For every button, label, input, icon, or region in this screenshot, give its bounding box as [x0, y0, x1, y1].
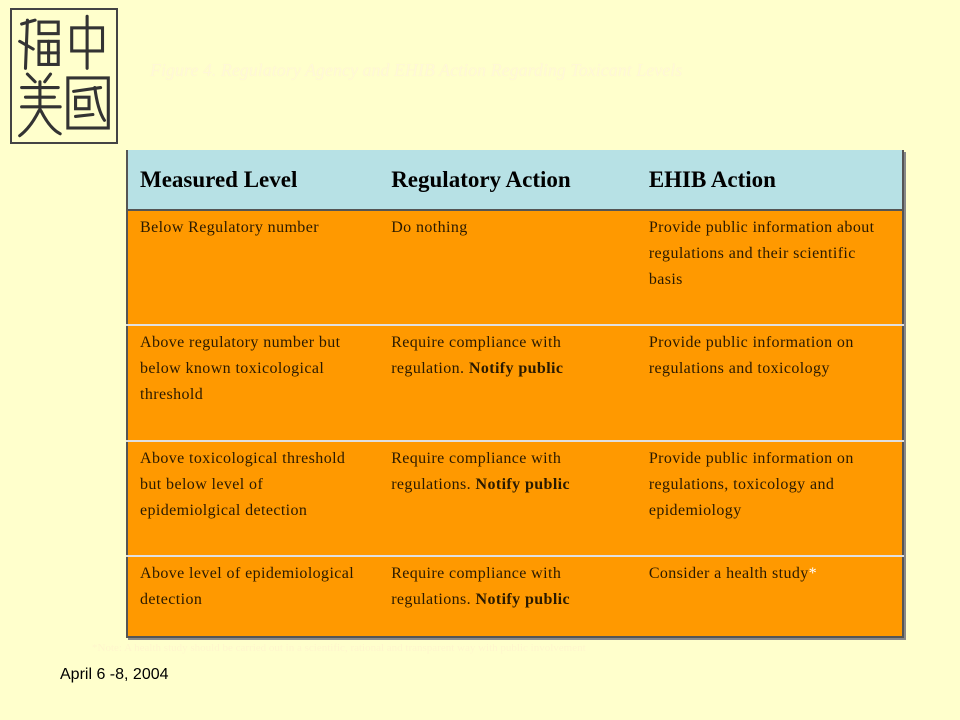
measured-level-cell: Above level of epidemiological detection — [127, 556, 379, 637]
ehib-action-cell — [637, 556, 903, 637]
regulatory-action-cell — [379, 210, 637, 325]
table-row — [127, 325, 903, 440]
measured-level-cell: Above regulatory number but below known toxicological threshold — [127, 325, 379, 440]
notify-public-text: Notify public — [468, 360, 564, 378]
table-row — [127, 441, 903, 556]
slide-date: April 6 -8, 2004 — [60, 666, 169, 683]
logo-seal — [10, 8, 118, 144]
table-header-row — [127, 150, 903, 210]
ehib-action-text: Provide public information on regulations, toxicology and epidemiology — [648, 449, 854, 519]
footnote: *Note: A health study should be carried out in a scientific, rational and transparent way with public involvement — [92, 642, 586, 654]
measured-level-cell: Above toxicological threshold but below level of epidemiolgical detection — [127, 441, 379, 556]
regulatory-action-cell — [379, 556, 637, 637]
ehib-action-text: Consider a health study — [648, 564, 809, 582]
table-row — [127, 556, 903, 637]
regulatory-action-text: Require compliance with regulations. — [391, 564, 562, 608]
notify-public-text: Notify public — [475, 590, 571, 608]
seal-calligraphy-icon — [12, 10, 116, 142]
regulatory-action-text: Do nothing — [391, 219, 468, 236]
action-table — [126, 150, 904, 638]
regulatory-action-cell — [379, 325, 637, 440]
measured-level-cell: Below Regulatory number — [127, 210, 379, 325]
ehib-action-text: Provide public information on regulations and toxicology — [648, 334, 854, 378]
notify-public-text: Notify public — [475, 475, 571, 493]
slide-title: Figure 4. Regulatory Agency and EHIB Action Regarding Toxicant Levels — [150, 60, 683, 80]
regulatory-action-cell — [379, 441, 637, 556]
header-ehib-action: EHIB Action — [637, 150, 903, 210]
table-row — [127, 210, 903, 325]
ehib-action-text: Provide public information about regulations and their scientific basis — [648, 219, 875, 288]
header-measured-level: Measured Level — [127, 150, 379, 210]
footnote-marker: * — [808, 564, 818, 582]
action-table-container — [126, 150, 904, 638]
regulatory-action-text: Require compliance with regulations. — [391, 449, 562, 493]
ehib-action-cell — [637, 210, 903, 325]
regulatory-action-text: Require compliance with regulation. — [391, 334, 562, 378]
ehib-action-cell — [637, 325, 903, 440]
header-regulatory-action: Regulatory Action — [379, 150, 637, 210]
ehib-action-cell — [637, 441, 903, 556]
